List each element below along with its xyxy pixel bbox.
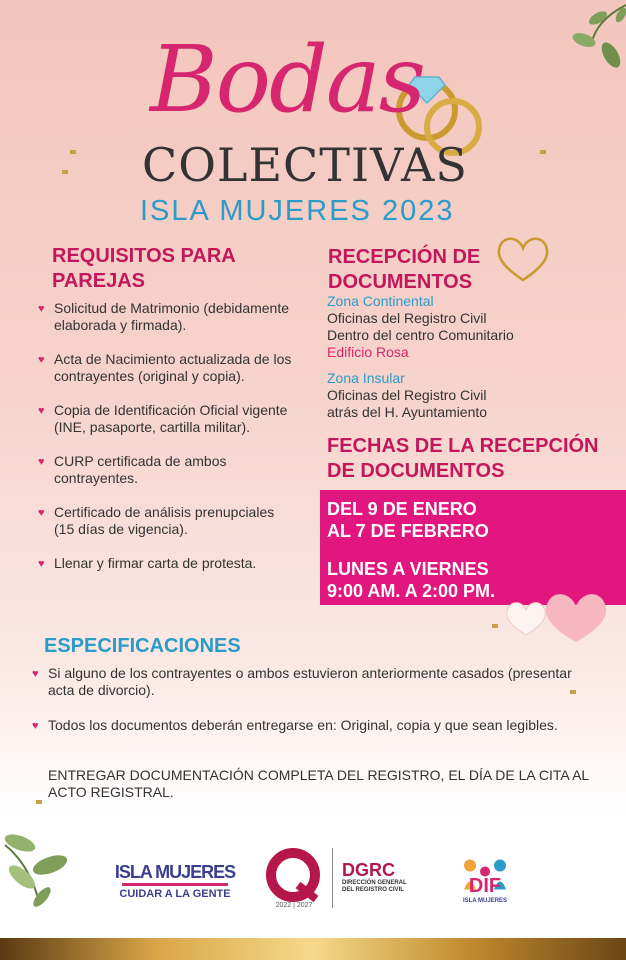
confetti-decoration [36,800,42,804]
especificaciones-title: ESPECIFICACIONES [44,635,241,657]
zona-insular-line1: Oficinas del Registro Civil [327,387,487,403]
list-item: ♥ CURP certificada de ambos contrayentes. [38,453,227,486]
zona-continental-line1: Oficinas del Registro Civil [327,310,487,326]
leaf-decoration-icon [0,825,80,910]
list-item: ♥ Certificado de análisis prenupciales (15 días de vigencia). [38,504,275,537]
title-subtitle: ISLA MUJERES 2023 [140,195,455,227]
zona-insular [327,370,607,421]
zona-continental-line3: Edificio Rosa [327,344,409,360]
dgrc-logo [342,860,452,894]
title-main: COLECTIVAS [142,138,468,192]
confetti-decoration [70,150,76,154]
heart-bullet-icon: ♥ [32,668,39,680]
confetti-decoration [540,150,546,154]
zona-continental [327,293,607,361]
list-item: ♥ Si alguno de los contrayentes o ambos estuvieron anteriormente casados (presentar acta de divorcio). [32,665,572,698]
list-item: ♥ Copia de Identificación Oficial vigente (INE, pasaporte, cartilla militar). [38,402,288,435]
heart-bullet-icon: ♥ [38,558,45,570]
dgrc-sub1: DIRECCIÓN GENERAL [342,880,407,886]
title-script: Bodas [150,26,424,133]
requisitos-title: REQUISITOS PARA PAREJAS [52,245,235,292]
recepcion-title: RECEPCIÓN DE DOCUMENTOS [328,246,481,293]
isla-mujeres-logo [110,862,240,907]
fechas-title: FECHAS DE LA RECEPCIÓN DE DOCUMENTOS [327,435,599,482]
zona-insular-label: Zona Insular [327,370,405,386]
list-item: ♥ Acta de Nacimiento actualizada de los contrayentes (original y copia). [38,351,292,384]
heart-bullet-icon: ♥ [38,456,45,468]
list-item: ♥ Llenar y firmar carta de protesta. [38,555,257,571]
especificaciones-list [32,665,602,752]
zona-continental-line2: Dentro del centro Comunitario [327,327,514,343]
zona-continental-label: Zona Continental [327,293,434,309]
heart-bullet-icon: ♥ [38,354,45,366]
confetti-decoration [492,624,498,628]
fechas-range2: AL 7 DE FEBRERO [327,521,489,541]
q-logo-years: 2022 | 2027 [275,902,313,909]
fechas-range1: DEL 9 DE ENERO [327,499,477,519]
list-item: ♥ Todos los documentos deberán entregarse en: Original, copia y que sean legibles. [32,717,558,733]
fechas-hours: 9:00 AM. A 2:00 PM. [327,581,496,601]
logo-divider [332,848,333,908]
leaf-decoration-icon [526,0,626,100]
heart-bullet-icon: ♥ [38,405,45,417]
especificaciones-note: ENTREGAR DOCUMENTACIÓN COMPLETA DEL REGISTRO, EL DÍA DE LA CITA AL ACTO REGISTRAL. [48,767,589,800]
isla-mujeres-name: ISLA MUJERES [114,862,236,882]
gold-footer-bar [0,938,626,960]
dgrc-name: DGRC [342,860,395,880]
confetti-decoration [570,690,576,694]
fechas-days: LUNES A VIERNES [327,559,489,579]
isla-mujeres-bar [122,883,228,886]
dgrc-sub2: DEL REGISTRO CIVIL [342,887,404,893]
requisitos-list [38,300,298,589]
dif-sub: ISLA MUJERES [462,898,508,904]
balloon-hearts-icon [498,580,613,650]
zona-insular-line2: atrás del H. Ayuntamiento [327,404,488,420]
list-item: ♥ Solicitud de Matrimonio (debidamente elaborada y firmada). [38,300,290,333]
heart-bullet-icon: ♥ [32,720,39,732]
isla-mujeres-tag: CUIDAR A LA GENTE [119,888,231,900]
heart-bullet-icon: ♥ [38,507,45,519]
dif-name: DIF [468,875,502,897]
confetti-decoration [62,170,68,174]
heart-bullet-icon: ♥ [38,303,45,315]
